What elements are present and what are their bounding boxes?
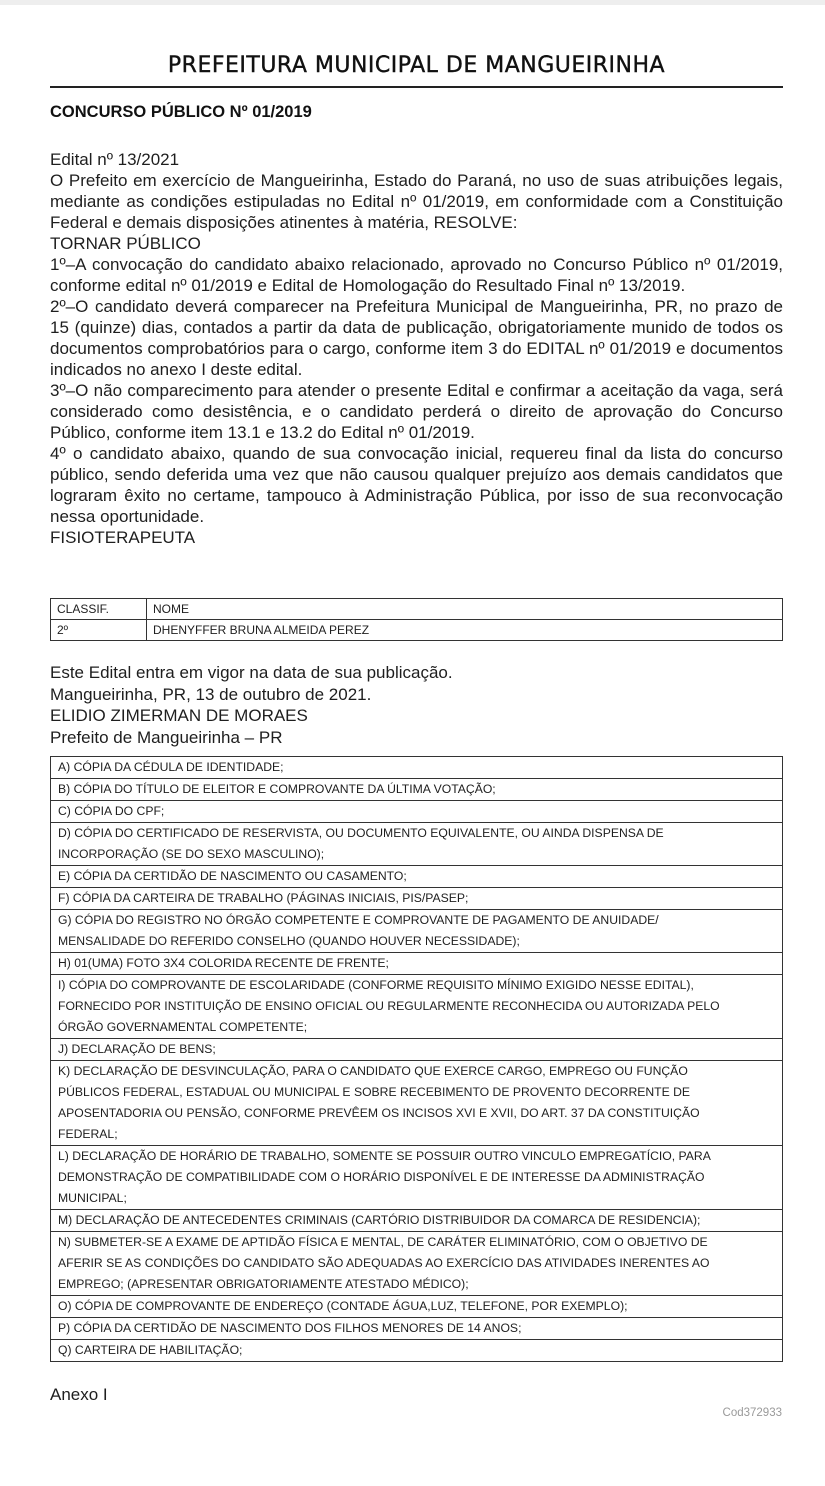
annex-item xyxy=(51,953,783,975)
table-row xyxy=(51,801,783,823)
header-classif: CLASSIF. xyxy=(51,599,147,620)
table-row xyxy=(51,823,783,866)
table-row xyxy=(51,1318,783,1340)
annex-item-line: F) CÓPIA DA CARTEIRA DE TRABALHO (PÁGINAS INICIAIS, PIS/PASEP; xyxy=(58,891,469,905)
table-row xyxy=(51,1146,783,1210)
article-4: 4º o candidato abaixo, quando de sua convocação inicial, requereu final da lista do concurso público, sendo deferida uma vez que não causou qualquer prejuízo aos demais candidatos que lograram êxito no certame, tampouco à Administração Pública, por isso de sua reconvocação nessa oportunidade. xyxy=(50,444,783,526)
place-date: Mangueirinha, PR, 13 de outubro de 2021. xyxy=(50,684,372,704)
table-row xyxy=(51,1340,783,1362)
document-header xyxy=(50,48,783,88)
effective-statement: Este Edital entra em vigor na data de sua publicação. xyxy=(50,663,453,682)
annex-item-line: EMPREGO; (APRESENTAR OBRIGATORIAMENTE ATESTADO MÉDICO); xyxy=(58,1277,469,1291)
position-title: FISIOTERAPEUTA xyxy=(50,528,196,547)
annex-item xyxy=(51,801,783,823)
annex-item xyxy=(51,1039,783,1061)
annex-item-line: A) CÓPIA DA CÉDULA DE IDENTIDADE; xyxy=(58,760,284,774)
annex-item xyxy=(51,1296,783,1318)
signatory-name: ELIDIO ZIMERMAN DE MORAES xyxy=(50,706,308,725)
article-2: 2º–O candidato deverá comparecer na Prefeitura Municipal de Mangueirinha, PR, no prazo de 15 (quinze) dias, contados a partir da data de publicação, obrigatoriamente munido de todos os documentos comprobatórios para o cargo, conforme item 3 do EDITAL nº 01/2019 e documentos indicados no anexo I deste edital. xyxy=(50,297,783,379)
annex-item xyxy=(51,866,783,888)
table-row xyxy=(51,866,783,888)
preamble-paragraph: O Prefeito em exercício de Mangueirinha, Estado do Paraná, no uso de suas atribuições legais, mediante as condições estipuladas no Edital nº 01/2019, em conformidade com a Constituição Federal e demais disposições atinentes à matéria, RESOLVE: xyxy=(50,171,783,232)
table-row xyxy=(51,1210,783,1232)
annex-item-line: PÚBLICOS FEDERAL, ESTADUAL OU MUNICIPAL E SOBRE RECEBIMENTO DE PROVENTO DECORRENTE DE xyxy=(58,1085,691,1099)
annex-item-line: ÓRGÃO GOVERNAMENTAL COMPETENTE; xyxy=(58,1020,308,1034)
annex-item-line: C) CÓPIA DO CPF; xyxy=(58,804,165,818)
candidate-table xyxy=(50,598,783,641)
annex-item-line: INCORPORAÇÃO (SE DO SEXO MASCULINO); xyxy=(58,847,325,861)
table-row xyxy=(51,1296,783,1318)
table-row xyxy=(51,953,783,975)
table-row xyxy=(51,1061,783,1146)
annex-item-line: B) CÓPIA DO TÍTULO DE ELEITOR E COMPROVANTE DA ÚLTIMA VOTAÇÃO; xyxy=(58,782,496,796)
table-row xyxy=(51,1232,783,1296)
top-band xyxy=(0,0,825,5)
annex-item xyxy=(51,1232,783,1296)
resolve-heading: TORNAR PÚBLICO xyxy=(50,234,201,253)
annex-item-line: K) DECLARAÇÃO DE DESVINCULAÇÃO, PARA O CANDIDATO QUE EXERCE CARGO, EMPREGO OU FUNÇÃO xyxy=(58,1064,688,1078)
annex-item-line: I) CÓPIA DO COMPROVANTE DE ESCOLARIDADE (CONFORME REQUISITO MÍNIMO EXIGIDO NESSE EDITAL), xyxy=(58,978,694,992)
table-row xyxy=(51,757,783,779)
candidate-table-header xyxy=(51,599,783,620)
annex-item-line: APOSENTADORIA OU PENSÃO, CONFORME PREVÊEM OS INCISOS XVI E XVII, DO ART. 37 DA CONSTITUIÇÃO xyxy=(58,1106,700,1120)
annex-item xyxy=(51,1318,783,1340)
annex-item xyxy=(51,910,783,953)
annex-item-line: MENSALIDADE DO REFERIDO CONSELHO (QUANDO HOUVER NECESSIDADE); xyxy=(58,934,520,948)
title-rule xyxy=(50,86,783,88)
annex-item xyxy=(51,1340,783,1362)
annex-item xyxy=(51,1210,783,1232)
table-row xyxy=(51,620,783,641)
annex-documents-table xyxy=(50,756,783,1362)
table-row xyxy=(51,975,783,1039)
annex-label: Anexo I xyxy=(50,1385,108,1404)
annex-item-line: D) CÓPIA DO CERTIFICADO DE RESERVISTA, OU DOCUMENTO EQUIVALENTE, OU AINDA DISPENSA DE xyxy=(58,826,664,840)
annex-item-line: J) DECLARAÇÃO DE BENS; xyxy=(58,1042,216,1056)
closing-block xyxy=(50,662,453,748)
table-row xyxy=(51,1039,783,1061)
annex-item-line: M) DECLARAÇÃO DE ANTECEDENTES CRIMINAIS (CARTÓRIO DISTRIBUIDOR DA COMARCA DE RESIDENCIA); xyxy=(58,1213,701,1227)
annex-item-line: H) 01(UMA) FOTO 3X4 COLORIDA RECENTE DE FRENTE; xyxy=(58,956,389,970)
annex-item xyxy=(51,1146,783,1210)
signatory-role: Prefeito de Mangueirinha – PR xyxy=(50,727,283,747)
article-1: 1º–A convocação do candidato abaixo relacionado, aprovado no Concurso Público nº 01/2019, conforme edital nº 01/2019 e Edital de Homologação do Resultado Final nº 13/2019. xyxy=(50,255,783,295)
annex-item-line: FORNECIDO POR INSTITUIÇÃO DE ENSINO OFICIAL OU REGULARMENTE RECONHECIDA OU AUTORIZADA PELO xyxy=(58,999,720,1013)
publication-code: Cod372933 xyxy=(722,1407,782,1419)
table-row xyxy=(51,779,783,801)
annex-item-line: AFERIR SE AS CONDIÇÕES DO CANDIDATO SÃO ADEQUADAS AO EXERCÍCIO DAS ATIVIDADES INERENTES AO xyxy=(58,1256,710,1270)
header-nome: NOME xyxy=(147,599,783,620)
annex-item xyxy=(51,888,783,910)
annex-item-line: E) CÓPIA DA CERTIDÃO DE NASCIMENTO OU CASAMENTO; xyxy=(58,869,407,883)
candidate-classif: 2º xyxy=(51,620,147,641)
annex-item-line: FEDERAL; xyxy=(58,1127,118,1141)
edital-number: Edital nº 13/2021 xyxy=(50,150,180,169)
annex-item xyxy=(51,779,783,801)
annex-item-line: L) DECLARAÇÃO DE HORÁRIO DE TRABALHO, SOMENTE SE POSSUIR OUTRO VINCULO EMPREGATÍCIO, PARA xyxy=(58,1149,711,1163)
annex-item xyxy=(51,1061,783,1146)
table-row xyxy=(51,888,783,910)
page-title: PREFEITURA MUNICIPAL DE MANGUEIRINHA xyxy=(167,53,666,78)
annex-item xyxy=(51,823,783,866)
annex-item-line: P) CÓPIA DA CERTIDÃO DE NASCIMENTO DOS FILHOS MENORES DE 14 ANOS; xyxy=(58,1321,522,1335)
edital-body xyxy=(50,149,783,548)
candidate-name: DHENYFFER BRUNA ALMEIDA PEREZ xyxy=(147,620,783,641)
annex-item-line: MUNICIPAL; xyxy=(58,1191,127,1205)
annex-table-body xyxy=(51,757,783,1362)
annex-item-line: G) CÓPIA DO REGISTRO NO ÓRGÃO COMPETENTE E COMPROVANTE DE PAGAMENTO DE ANUIDADE/ xyxy=(58,913,659,927)
annex-item-line: Q) CARTEIRA DE HABILITAÇÃO; xyxy=(58,1343,243,1357)
contest-subtitle: CONCURSO PÚBLICO Nº 01/2019 xyxy=(50,103,312,121)
annex-item xyxy=(51,757,783,779)
annex-item-line: DEMONSTRAÇÃO DE COMPATIBILIDADE COM O HORÁRIO DISPONÍVEL E DE INTERESSE DA ADMINISTRAÇÃO xyxy=(58,1170,705,1184)
article-3: 3º–O não comparecimento para atender o presente Edital e confirmar a aceitação da vaga, será considerado como desistência, e o candidato perderá o direito de aprovação do Concurso Público, conforme item 13.1 e 13.2 do Edital nº 01/2019. xyxy=(50,381,783,442)
annex-item-line: N) SUBMETER-SE A EXAME DE APTIDÃO FÍSICA E MENTAL, DE CARÁTER ELIMINATÓRIO, COM O OBJETIVO DE xyxy=(58,1235,708,1249)
annex-item-line: O) CÓPIA DE COMPROVANTE DE ENDEREÇO (CONTADE ÁGUA,LUZ, TELEFONE, POR EXEMPLO); xyxy=(58,1299,628,1313)
annex-item xyxy=(51,975,783,1039)
table-row xyxy=(51,910,783,953)
